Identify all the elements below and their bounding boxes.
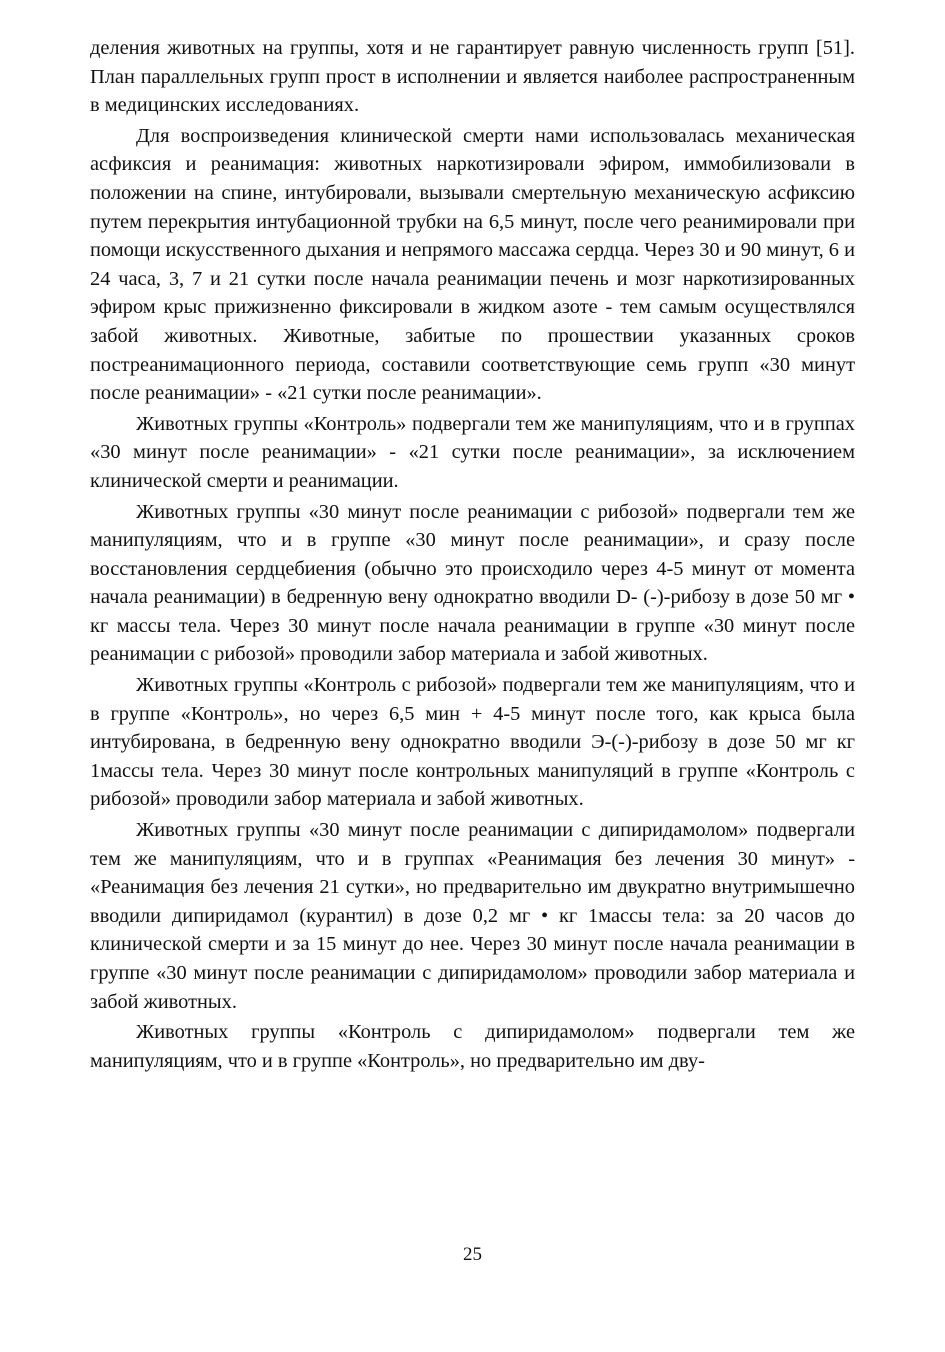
paragraph-3: Животных группы «Контроль» подвергали тем же манипуляциям, что и в группах «30 минут после реанимации» - «21 сутки после реанимации», за исключением клинической смерти и реанимации. [90,412,855,492]
page-number: 25 [463,1244,482,1265]
paragraph-2: Для воспроизведения клинической смерти нами использовалась механическая асфиксия и реанимация: животных наркотизировали эфиром, иммобилизовали в положении на спине, интубировали, вызывали смертельную механическую асфиксию путем перекрытия интубационной трубки на 6,5 минут, после чего реанимировали при помощи искусственного дыхания и непрямого массажа сердца. Через 30 и 90 минут, 6 и 24 часа, 3, 7 и 21 сутки после начала реанимации печень и мозг наркотизированных эфиром крыс прижизненно фиксировали в жидком азоте - тем самым осуществлялся забой животных. Животные, забитые по прошествии указанных сроков постреанимационного периода, составили соответствующие семь групп «30 минут после реанимации» - «21 сутки после реанимации». [90,124,855,405]
paragraph-5: Животных группы «Контроль с рибозой» подвергали тем же манипуляциям, что и в группе «Контроль», но через 6,5 мин + 4-5 минут после того, как крыса была интубирована, в бедренную вену однократно вводили Э-(-)-рибозу в дозе 50 мг кг 1массы тела. Через 30 минут после контрольных манипуляций в группе «Контроль с рибозой» проводили забор материала и забой животных. [90,674,855,811]
document-body [90,34,855,1077]
paragraph-1: деления животных на группы, хотя и не гарантирует равную численность групп [51]. План параллельных групп прост в исполнении и является наиболее распространенным в медицинских исследованиях. [90,37,855,117]
paragraph-6: Животных группы «30 минут после реанимации с дипиридамолом» подвергали тем же манипуляциям, что и в группах «Реанимация без лечения 30 минут» - «Реанимация без лечения 21 сутки», но предварительно им двукратно внутримышечно вводили дипиридамол (курантил) в дозе 0,2 мг • кг 1массы тела: за 20 часов до клинической смерти и за 15 минут до нее. Через 30 минут после начала реанимации в группе «30 минут после реанимации с дипиридамолом» проводили забор материала и забой животных. [90,819,855,1013]
paragraph-4: Животных группы «30 минут после реанимации с рибозой» подвергали тем же манипуляциям, что и в группе «30 минут после реанимации», и сразу после восстановления сердцебиения (обычно это происходило через 4-5 минут от момента начала реанимации) в бедренную вену однократно вводили D- (-)-рибозу в дозе 50 мг • кг массы тела. Через 30 минут после начала реанимации в группе «30 минут после реанимации с рибозой» проводили забор материала и забой животных. [90,500,855,666]
paragraph-7: Животных группы «Контроль с дипиридамолом» подвергали тем же манипуляциям, что и в группе «Контроль», но предварительно им дву- [90,1021,855,1072]
